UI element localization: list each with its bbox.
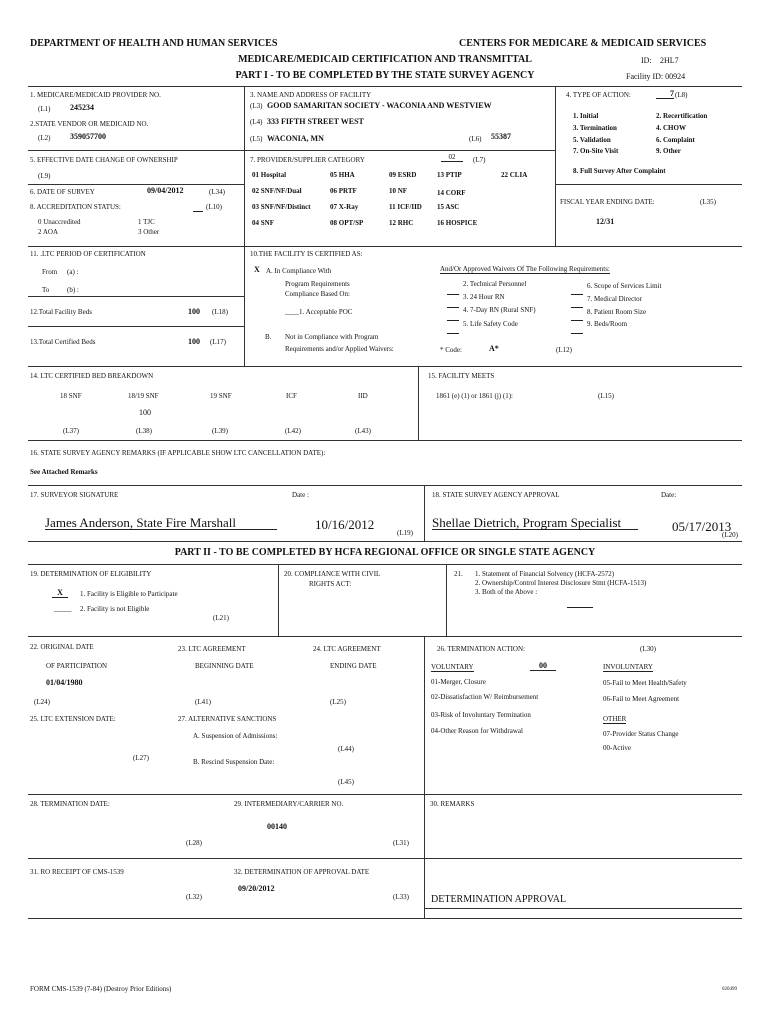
eligibility-checkmark: X — [52, 589, 68, 598]
surveyor-signature: James Anderson, State Fire Marshall — [45, 516, 277, 530]
divider-s18 — [424, 485, 425, 541]
category-10: 10 NF — [389, 187, 408, 195]
facility-meets-label: 15. FACILITY MEETS — [428, 372, 495, 380]
not-compliance-b: B. — [265, 333, 272, 341]
facility-name-value: GOOD SAMARITAN SOCIETY - WACONIA AND WESTVIEW — [267, 101, 492, 110]
waiver-8: 8. Patient Room Size — [587, 308, 647, 316]
determination-underline — [424, 908, 742, 909]
agency-name: CENTERS FOR MEDICARE & MEDICAID SERVICES — [459, 38, 707, 49]
waiver-blank-3 — [447, 300, 459, 308]
category-05: 05 HHA — [330, 171, 355, 179]
fiscal-year-code: (L35) — [700, 198, 716, 206]
accreditation-opt-3: 3 Other — [138, 228, 160, 236]
financial-blank — [567, 600, 593, 608]
rule-part2-bottom — [28, 564, 742, 565]
approval-date-value: 09/20/2012 — [238, 884, 275, 893]
approval-date-code: (L33) — [393, 893, 409, 901]
bed-col-icf: ICF — [286, 392, 297, 400]
action-option-6: 6. Complaint — [656, 136, 695, 144]
accreditation-blank — [193, 204, 203, 212]
action-option-3: 3. Termination — [573, 124, 617, 132]
eligibility-code: (L21) — [213, 614, 229, 622]
sanction-a-code: (L44) — [338, 745, 354, 753]
action-option-5: 5. Validation — [573, 136, 611, 144]
ltc-end-label: 24. LTC AGREEMENT — [313, 645, 381, 653]
divider-s26 — [424, 636, 425, 794]
facility-l6-code: (L6) — [469, 135, 482, 143]
waiver-3: 3. 24 Hour RN — [463, 293, 505, 301]
survey-date-code: (L34) — [209, 188, 225, 196]
sanction-a: A. Suspension of Admissions: — [193, 732, 278, 740]
action-option-9: 9. Other — [656, 147, 681, 155]
civil-rights-label: 20. COMPLIANCE WITH CIVIL — [284, 570, 381, 578]
rule-s11 — [28, 246, 742, 247]
waiver-blank-8 — [571, 313, 583, 321]
termination-action-label: 26. TERMINATION ACTION: — [437, 645, 525, 653]
rule-s28 — [28, 794, 742, 795]
sanction-b-code: (L45) — [338, 778, 354, 786]
intermediary-value: 00140 — [267, 822, 287, 831]
category-15: 15 ASC — [437, 203, 460, 211]
fiscal-year-label: FISCAL YEAR ENDING DATE: — [560, 198, 655, 206]
ltc-period-a: (a) : — [67, 268, 79, 276]
voluntary-02: 02-Dissatisfaction W/ Reimbursement — [431, 693, 539, 701]
acceptable-poc-label: ____1. Acceptable POC — [285, 308, 353, 316]
termination-date-code: (L28) — [186, 839, 202, 847]
total-beds-code: (L18) — [212, 308, 228, 316]
agency-approval-date-value: 05/17/2013 — [672, 519, 732, 534]
certified-beds-label: 13.Total Certified Beds — [30, 338, 96, 346]
compliance-based-on-label: Compliance Based On: — [285, 290, 350, 298]
bed-1819snf-value: 100 — [139, 408, 151, 417]
waiver-blank-5 — [447, 326, 459, 334]
rule-s31 — [28, 858, 742, 859]
bed-code-l39: (L39) — [212, 427, 228, 435]
facility-l4-code: (L4) — [250, 118, 263, 126]
ltc-period-b: (b) : — [67, 286, 79, 294]
vendor-no-code: (L2) — [38, 134, 51, 142]
bed-code-l38: (L38) — [136, 427, 152, 435]
facility-meets-text: 1861 (e) (1) or 1861 (j) (1): — [436, 392, 513, 400]
bed-col-1819snf: 18/19 SNF — [128, 392, 159, 400]
total-beds-value: 100 — [188, 307, 200, 316]
vendor-no-label: 2.STATE VENDOR OR MEDICAID NO. — [30, 120, 149, 128]
facility-name-label: 3. NAME AND ADDRESS OF FACILITY — [250, 91, 372, 99]
waiver-2: 2. Technical Personnel — [463, 280, 527, 288]
waiver-blank-6 — [571, 287, 583, 295]
bed-col-iid: IID — [358, 392, 368, 400]
category-02: 02 SNF/NF/Dual — [252, 187, 302, 195]
waiver-blank-2 — [447, 287, 459, 295]
category-07: 07 X-Ray — [330, 203, 359, 211]
divider-s30 — [424, 794, 425, 858]
sanctions-label: 27. ALTERNATIVE SANCTIONS — [178, 715, 277, 723]
action-option-8: 8. Full Survey After Complaint — [573, 167, 666, 175]
rule-s16 — [28, 440, 742, 441]
accreditation-opt-0: 0 Unaccredited — [38, 218, 81, 226]
form-number: FORM CMS-1539 (7-84) (Destroy Prior Editions) — [30, 985, 172, 993]
intermediary-code: (L31) — [393, 839, 409, 847]
eligibility-label: 19. DETERMINATION OF ELIGIBILITY — [30, 570, 152, 578]
star-code-code: (L12) — [556, 346, 572, 354]
part-one-title: PART I - TO BE COMPLETED BY THE STATE SURVEY AGENCY — [235, 70, 535, 81]
page-code: 020499 — [722, 987, 737, 992]
ltc-extension-code: (L27) — [133, 754, 149, 762]
voluntary-03: 03-Risk of Involuntary Termination — [431, 711, 531, 719]
ltc-begin-label: 23. LTC AGREEMENT — [178, 645, 246, 653]
id-label: ID: — [641, 56, 652, 65]
accreditation-opt-1: 1 TJC — [138, 218, 155, 226]
fiscal-year-value: 12/31 — [596, 217, 615, 226]
agency-approval-signature: Shellae Dietrich, Program Specialist — [432, 516, 638, 530]
termination-action-value: 00 — [530, 662, 556, 671]
provider-category-code: (L7) — [473, 156, 486, 164]
type-of-action-code: (L8) — [675, 91, 688, 99]
category-08: 08 OPT/SP — [330, 219, 364, 227]
category-16: 16 HOSPICE — [437, 219, 478, 227]
financial-label: 21. — [454, 570, 463, 578]
divider-col1 — [244, 86, 245, 246]
surveyor-date-code: (L19) — [397, 529, 413, 537]
facility-city-value: WACONIA, MN — [267, 134, 324, 143]
bed-col-18snf: 18 SNF — [60, 392, 82, 400]
category-11: 11 ICF/IID — [389, 203, 422, 211]
action-option-1: 1. Initial — [573, 112, 599, 120]
surveyor-date-value: 10/16/2012 — [315, 517, 375, 532]
other-00: 00-Active — [603, 744, 631, 752]
termination-date-label: 28. TERMINATION DATE: — [30, 800, 110, 808]
eligibility-opt-2: 2. Facility is not Eligible — [80, 605, 150, 613]
waiver-9: 9. Beds/Room — [587, 320, 628, 328]
termination-action-code: (L30) — [640, 645, 656, 653]
approval-date-label: 32. DETERMINATION OF APPROVAL DATE — [234, 868, 370, 876]
ltc-extension-label: 25. LTC EXTENSION DATE: — [30, 715, 116, 723]
other-07: 07-Provider Status Change — [603, 730, 679, 738]
ltc-begin-code: (L41) — [195, 698, 211, 706]
agency-approval-date-code: (L20) — [722, 531, 738, 539]
category-14: 14 CORF — [437, 189, 466, 197]
category-09: 09 ESRD — [389, 171, 417, 179]
bed-code-l43: (L43) — [355, 427, 371, 435]
provider-no-value: 245234 — [70, 103, 94, 112]
divider-col3 — [555, 86, 556, 246]
determination-approval-note: DETERMINATION APPROVAL — [431, 894, 567, 905]
divider-s21 — [446, 564, 447, 636]
voluntary-04: 04-Other Reason for Withdrawal — [431, 727, 523, 735]
part-two-title: PART II - TO BE COMPLETED BY HCFA REGIONAL OFFICE OR SINGLE STATE AGENCY — [174, 547, 596, 558]
eligibility-opt-1: 1. Facility is Eligible to Participate — [80, 590, 178, 598]
waivers-label: And/Or Approved Waivers Of The Following Requirements: — [440, 265, 610, 273]
voluntary-label: VOLUNTARY — [431, 663, 474, 671]
star-code-label: * Code: — [440, 346, 462, 354]
bed-code-l42: (L42) — [285, 427, 301, 435]
type-of-action-label: 4. TYPE OF ACTION: — [566, 91, 631, 99]
provider-category-value: 02 — [441, 154, 463, 162]
certified-as-label: 10.THE FACILITY IS CERTIFIED AS: — [250, 250, 363, 258]
surveyor-date-label: Date : — [292, 491, 309, 499]
compliance-a-label: A. In Compliance With — [266, 267, 332, 275]
category-13: 13 PTIP — [437, 171, 462, 179]
rule-s13 — [28, 326, 244, 327]
department-name: DEPARTMENT OF HEALTH AND HUMAN SERVICES — [30, 38, 278, 49]
program-requirements-label: Program Requirements — [285, 280, 350, 288]
category-06: 06 PRTF — [330, 187, 357, 195]
involuntary-05: 05-Fail to Meet Health/Safety — [603, 679, 687, 687]
rule-s12 — [28, 296, 244, 297]
ltc-begin-sub: BEGINNING DATE — [195, 662, 254, 670]
survey-date-label: 6. DATE OF SURVEY — [30, 188, 95, 196]
agency-remarks-label: 16. STATE SURVEY AGENCY REMARKS (IF APPLICABLE SHOW LTC CANCELLATION DATE): — [30, 449, 326, 457]
waiver-blank-4 — [447, 313, 459, 321]
waiver-6: 6. Scope of Services Limit — [587, 282, 662, 290]
original-date-value: 01/04/1980 — [46, 678, 83, 687]
rule-bottom — [28, 918, 742, 919]
divider-s10 — [244, 246, 245, 366]
category-22: 22 CLIA — [501, 171, 528, 179]
provider-no-code: (L1) — [38, 105, 51, 113]
rule-s22 — [28, 636, 742, 637]
surveyor-signature-label: 17. SURVEYOR SIGNATURE — [30, 491, 119, 499]
involuntary-label: INVOLUNTARY — [603, 663, 653, 671]
ltc-period-label: 11. .LTC PERIOD OF CERTIFICATION — [30, 250, 146, 258]
category-12: 12 RHC — [389, 219, 414, 227]
category-01: 01 Hospital — [252, 171, 287, 179]
civil-rights-label-2: RIGHTS ACT: — [309, 580, 352, 588]
facility-meets-code: (L15) — [598, 392, 614, 400]
action-option-7: 7. On-Site Visit — [573, 147, 619, 155]
intermediary-label: 29. INTERMEDIARY/CARRIER NO. — [234, 800, 344, 808]
action-option-2: 2. Recertification — [656, 112, 708, 120]
financial-item-1: 1. Statement of Financial Solvency (HCFA-2572) — [475, 570, 615, 578]
rule-fiscal — [555, 184, 742, 185]
provider-no-label: 1. MEDICARE/MEDICAID PROVIDER NO. — [30, 91, 161, 99]
agency-remarks-value: See Attached Remarks — [30, 468, 98, 476]
agency-approval-date-label: Date: — [661, 491, 677, 499]
financial-item-3: 3. Both of the Above : — [475, 588, 538, 596]
form-title: MEDICARE/MEDICAID CERTIFICATION AND TRANSMITTAL — [238, 54, 532, 65]
rule-s14 — [28, 366, 742, 367]
involuntary-06: 06-Fail to Meet Agreement — [603, 695, 680, 703]
waiver-7: 7. Medical Director — [587, 295, 643, 303]
category-03: 03 SNF/NF/Distinct — [252, 203, 311, 211]
ownership-change-code: (L9) — [38, 172, 51, 180]
bed-col-19snf: 19 SNF — [210, 392, 232, 400]
vendor-no-value: 359057700 — [70, 132, 106, 141]
waiver-4: 4. 7-Day RN (Rural SNF) — [463, 306, 536, 314]
facility-street-value: 333 FIFTH STREET WEST — [267, 117, 364, 126]
star-code-value: A* — [489, 344, 499, 353]
rule-s6 — [28, 184, 244, 185]
other-label: OTHER — [603, 715, 627, 723]
ro-receipt-label: 31. RO RECEIPT OF CMS-1539 — [30, 868, 124, 876]
divider-s15 — [418, 366, 419, 440]
original-date-sub: OF PARTICIPATION — [46, 662, 108, 670]
not-compliance-line2: Requirements and/or Applied Waivers: — [285, 345, 394, 353]
provider-category-label: 7. PROVIDER/SUPPLIER CATEGORY — [250, 156, 365, 164]
not-compliance-line1: Not in Compliance with Program — [285, 333, 379, 341]
bed-breakdown-label: 14. LTC CERTIFIED BED BREAKDOWN — [30, 372, 154, 380]
agency-approval-label: 18. STATE SURVEY AGENCY APPROVAL — [432, 491, 560, 499]
voluntary-01: 01-Merger, Closure — [431, 678, 486, 686]
rule-part2-top — [28, 541, 742, 542]
ltc-period-to: To — [42, 286, 50, 294]
ltc-end-sub: ENDING DATE — [330, 662, 377, 670]
remarks-label: 30. REMARKS — [430, 800, 475, 808]
category-04: 04 SNF — [252, 219, 274, 227]
ltc-end-code: (L25) — [330, 698, 346, 706]
total-beds-label: 12.Total Facility Beds — [30, 308, 92, 316]
facility-l5-code: (L5) — [250, 135, 263, 143]
certified-beds-code: (L17) — [210, 338, 226, 346]
divider-s32 — [424, 858, 425, 918]
ltc-period-from: From — [42, 268, 58, 276]
original-date-code: (L24) — [34, 698, 50, 706]
bed-code-l37: (L37) — [63, 427, 79, 435]
accreditation-code: (L10) — [206, 203, 222, 211]
action-option-4: 4. CHOW — [656, 124, 686, 132]
sanction-b: B. Rescind Suspension Date: — [193, 758, 275, 766]
compliance-checkmark: X — [254, 265, 260, 274]
facility-id: Facility ID: 00924 — [626, 72, 686, 81]
financial-item-2: 2. Ownership/Control Interest Disclosure Stmt (HCFA-1513) — [475, 579, 647, 587]
original-date-label: 22. ORIGINAL DATE — [30, 643, 94, 651]
eligibility-opt-2-blank: _____ — [54, 605, 72, 613]
accreditation-opt-2: 2 AOA — [38, 228, 59, 236]
id-value: 2HL7 — [660, 56, 679, 65]
divider-s20 — [278, 564, 279, 636]
rule-s5 — [28, 150, 555, 151]
facility-zip-value: 55387 — [491, 132, 511, 141]
rule-top — [28, 86, 742, 87]
facility-l3-code: (L3) — [250, 102, 263, 110]
survey-date-value: 09/04/2012 — [147, 186, 184, 195]
waiver-blank-9 — [571, 326, 583, 334]
type-of-action-value: 7 — [656, 90, 674, 99]
ro-receipt-code: (L32) — [186, 893, 202, 901]
waiver-5: 5. Life Safety Code — [463, 320, 518, 328]
ownership-change-label: 5. EFFECTIVE DATE CHANGE OF OWNERSHIP — [30, 156, 178, 164]
certified-beds-value: 100 — [188, 337, 200, 346]
accreditation-label: 8. ACCREDITATION STATUS: — [30, 203, 121, 211]
waiver-blank-7 — [571, 300, 583, 308]
rule-s17 — [28, 485, 742, 486]
